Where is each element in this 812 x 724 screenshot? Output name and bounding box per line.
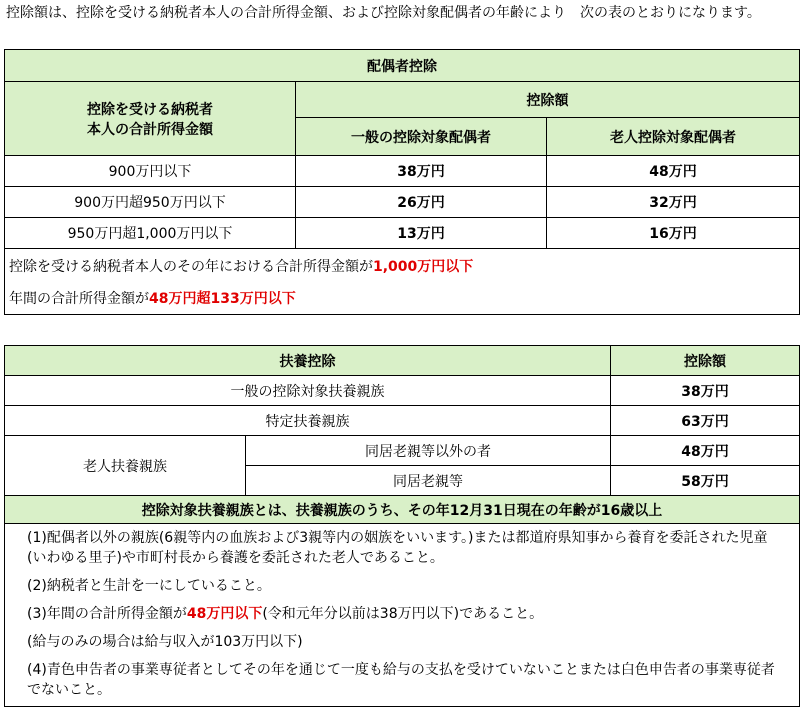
spouse-condition-2 — [5, 282, 799, 314]
dependent-type-cell: 一般の控除対象扶養親族 — [5, 376, 611, 406]
income-cell: 900万円超950万円以下 — [5, 187, 296, 218]
dependent-deduction-table — [4, 345, 800, 707]
dependent-amount-header: 控除額 — [611, 346, 800, 376]
income-cell: 950万円超1,000万円以下 — [5, 218, 296, 249]
table-row — [5, 156, 800, 187]
condition-3-note: (給与のみの場合は給与収入が103万円以下) — [27, 634, 303, 650]
income-cell: 900万円以下 — [5, 156, 296, 187]
income-header-line1: 控除を受ける納税者 — [87, 101, 213, 118]
dependent-type-cell: 同居老親等 — [246, 466, 611, 496]
spouse-table-title: 配偶者控除 — [5, 50, 800, 82]
condition-text: (3)年間の合計所得金額が — [27, 606, 187, 622]
general-spouse-header: 一般の控除対象配偶者 — [296, 118, 547, 156]
general-amount-cell: 26万円 — [296, 187, 547, 218]
condition-highlight: 1,000万円以下 — [373, 258, 474, 275]
condition-text: 年間の合計所得金額が — [9, 290, 149, 307]
elderly-dependent-label: 老人扶養親族 — [5, 436, 246, 496]
income-column-header — [5, 82, 296, 156]
dependent-type-cell: 特定扶養親族 — [5, 406, 611, 436]
intro-text: 控除額は、控除を受ける納税者本人の合計所得金額、および控除対象配偶者の年齢により 次の表のとおりになります。 — [6, 5, 761, 21]
elderly-spouse-header: 老人控除対象配偶者 — [547, 118, 800, 156]
condition-3 — [27, 604, 781, 624]
amount-column-header: 控除額 — [296, 82, 800, 118]
elderly-amount-cell: 32万円 — [547, 187, 800, 218]
condition-text: (令和元年分以前は38万円以下)であること。 — [262, 606, 544, 622]
dependent-amount-cell: 48万円 — [611, 436, 800, 466]
dependent-definition: 控除対象扶養親族とは、扶養親族のうち、その年12月31日現在の年齢が16歳以上 — [5, 496, 800, 524]
dependent-type-cell: 同居老親等以外の者 — [246, 436, 611, 466]
spouse-condition-1 — [5, 250, 799, 282]
dependent-amount-cell: 63万円 — [611, 406, 800, 436]
condition-highlight: 48万円超133万円以下 — [149, 290, 296, 307]
condition-2: (2)納税者と生計を一にしていること。 — [27, 578, 271, 594]
condition-4: (4)青色申告者の事業専従者としてその年を通じて一度も給与の支払を受けていないことまたは白色申告者の事業専従者でないこと。 — [27, 662, 775, 698]
table-row — [5, 406, 800, 436]
spouse-deduction-table — [4, 49, 800, 315]
dependent-conditions-cell — [5, 524, 800, 707]
elderly-amount-cell: 48万円 — [547, 156, 800, 187]
dependent-amount-cell: 38万円 — [611, 376, 800, 406]
table-row — [5, 218, 800, 249]
condition-text: 控除を受ける納税者本人のその年における合計所得金額が — [9, 258, 373, 275]
condition-highlight: 48万円以下 — [186, 606, 263, 622]
elderly-amount-cell: 16万円 — [547, 218, 800, 249]
dependent-amount-cell: 58万円 — [611, 466, 800, 496]
table-row — [5, 187, 800, 218]
general-amount-cell: 38万円 — [296, 156, 547, 187]
income-header-line2: 本人の合計所得金額 — [87, 121, 213, 138]
spouse-conditions-cell — [5, 249, 800, 315]
table-row — [5, 436, 800, 466]
condition-1: (1)配偶者以外の親族(6親等内の血族および3親等内の姻族をいいます。)または都道府県知事から養育を委託された児童(いわゆる里子)や市町村長から養護を委託された老人であること。 — [27, 530, 768, 566]
general-amount-cell: 13万円 — [296, 218, 547, 249]
dependent-table-title: 扶養控除 — [5, 346, 611, 376]
table-row — [5, 376, 800, 406]
